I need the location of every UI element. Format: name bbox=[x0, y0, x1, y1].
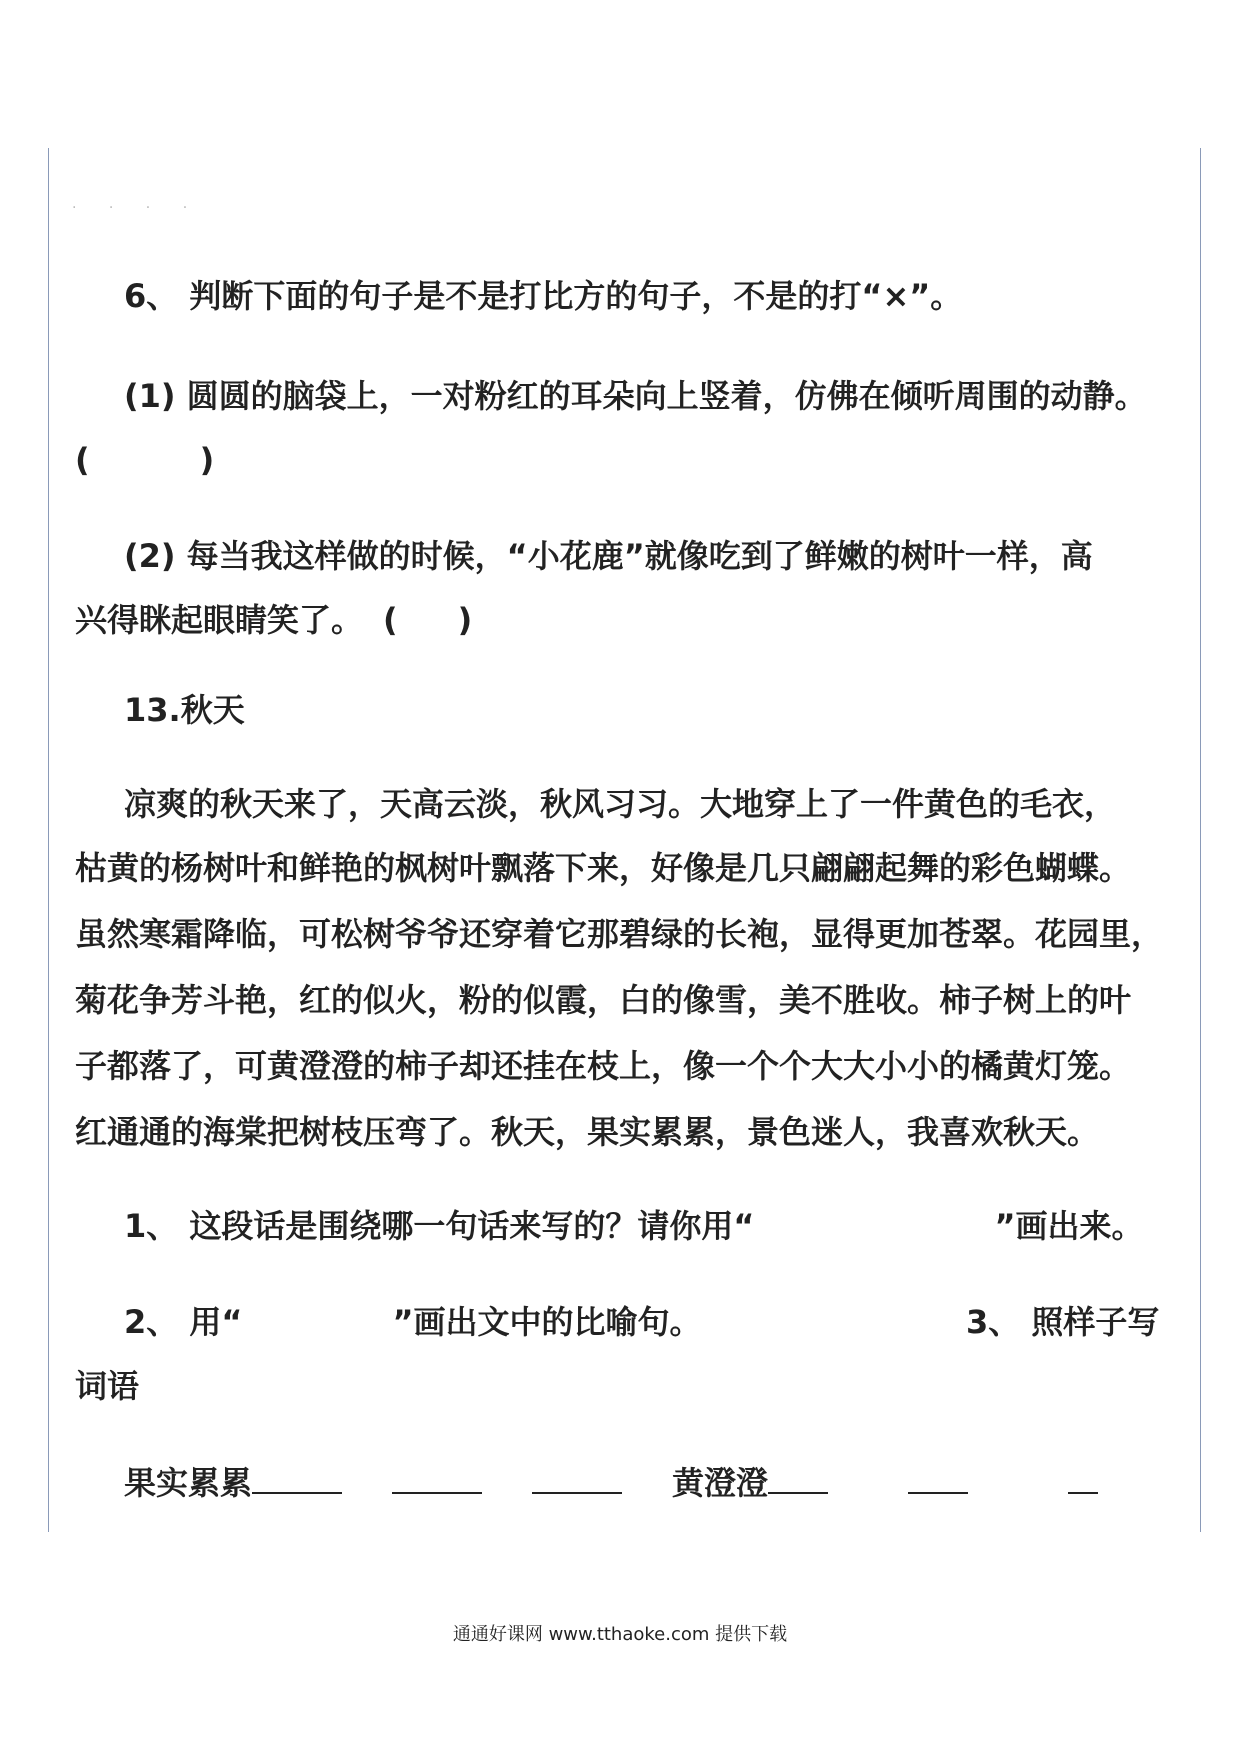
passage-line-2: 枯黄的杨树叶和鲜艳的枫树叶飘落下来，好像是几只翩翩起舞的彩色蝴蝶。 bbox=[75, 849, 1132, 887]
q1-text: 1、 这段话是围绕哪一句话来写的？请你用“ bbox=[124, 1207, 755, 1245]
left-margin-line bbox=[48, 148, 49, 1532]
fill-blank-2[interactable] bbox=[392, 1462, 482, 1494]
fill-blank-1[interactable] bbox=[252, 1462, 342, 1494]
fill-blank-3[interactable] bbox=[532, 1462, 622, 1494]
paren-close: ) bbox=[199, 441, 215, 479]
example-word-1: 果实累累 bbox=[124, 1464, 253, 1502]
passage-line-5: 子都落了，可黄澄澄的柿子却还挂在枝上，像一个个大大小小的橘黄灯笼。 bbox=[75, 1047, 1132, 1085]
q6-item1-answer bbox=[75, 440, 214, 480]
decorative-dots: · · · · bbox=[72, 200, 202, 216]
passage-line-3: 虽然寒霜降临，可松树爷爷还穿着它那碧绿的长袍，显得更加苍翠。花园里， bbox=[75, 915, 1164, 953]
question-2 bbox=[124, 1302, 702, 1342]
example-word-2: 黄澄澄 bbox=[672, 1464, 769, 1502]
paren-open: ( bbox=[75, 441, 90, 479]
passage-line-1: 凉爽的秋天来了，天高云淡，秋风习习。大地穿上了一件黄色的毛衣， bbox=[124, 785, 1117, 823]
question-1 bbox=[124, 1206, 1144, 1246]
fill-blank-6[interactable] bbox=[1068, 1462, 1098, 1494]
q6-item1-text: (1) 圆圆的脑袋上，一对粉红的耳朵向上竖着，仿佛在倾听周围的动静。 bbox=[124, 377, 1147, 415]
question-3: 3、 照样子写 bbox=[966, 1303, 1160, 1341]
q1-text-end: ”画出来。 bbox=[994, 1207, 1144, 1245]
section-title: 13.秋天 bbox=[124, 691, 245, 729]
q6-item2-cont: 兴得眯起眼睛笑了。 bbox=[75, 601, 364, 639]
q6-item2-line2 bbox=[75, 600, 472, 640]
question-3-cont: 词语 bbox=[75, 1367, 140, 1405]
footer-credit: 通通好课网 www.tthaoke.com 提供下载 bbox=[452, 1624, 788, 1645]
q6-item2-text: (2) 每当我这样做的时候，“小花鹿”就像吃到了鲜嫩的树叶一样，高 bbox=[124, 537, 1093, 575]
passage-line-4: 菊花争芳斗艳，红的似火，粉的似霞，白的像雪，美不胜收。柿子树上的叶 bbox=[75, 981, 1132, 1019]
passage-line-6: 红通通的海棠把树枝压弯了。秋天，果实累累，景色迷人，我喜欢秋天。 bbox=[75, 1113, 1100, 1151]
fill-blank-4[interactable] bbox=[768, 1462, 828, 1494]
right-margin-line bbox=[1200, 148, 1201, 1532]
q2-text: 2、 用“ bbox=[124, 1303, 243, 1341]
q2-text-end: ”画出文中的比喻句。 bbox=[392, 1303, 702, 1341]
q6-title: 6、 判断下面的句子是不是打比方的句子，不是的打“×”。 bbox=[124, 277, 963, 315]
word-practice-row bbox=[124, 1462, 1098, 1503]
paren-close: ) bbox=[457, 601, 473, 639]
fill-blank-5[interactable] bbox=[908, 1462, 968, 1494]
paren-open: ( bbox=[383, 601, 398, 639]
